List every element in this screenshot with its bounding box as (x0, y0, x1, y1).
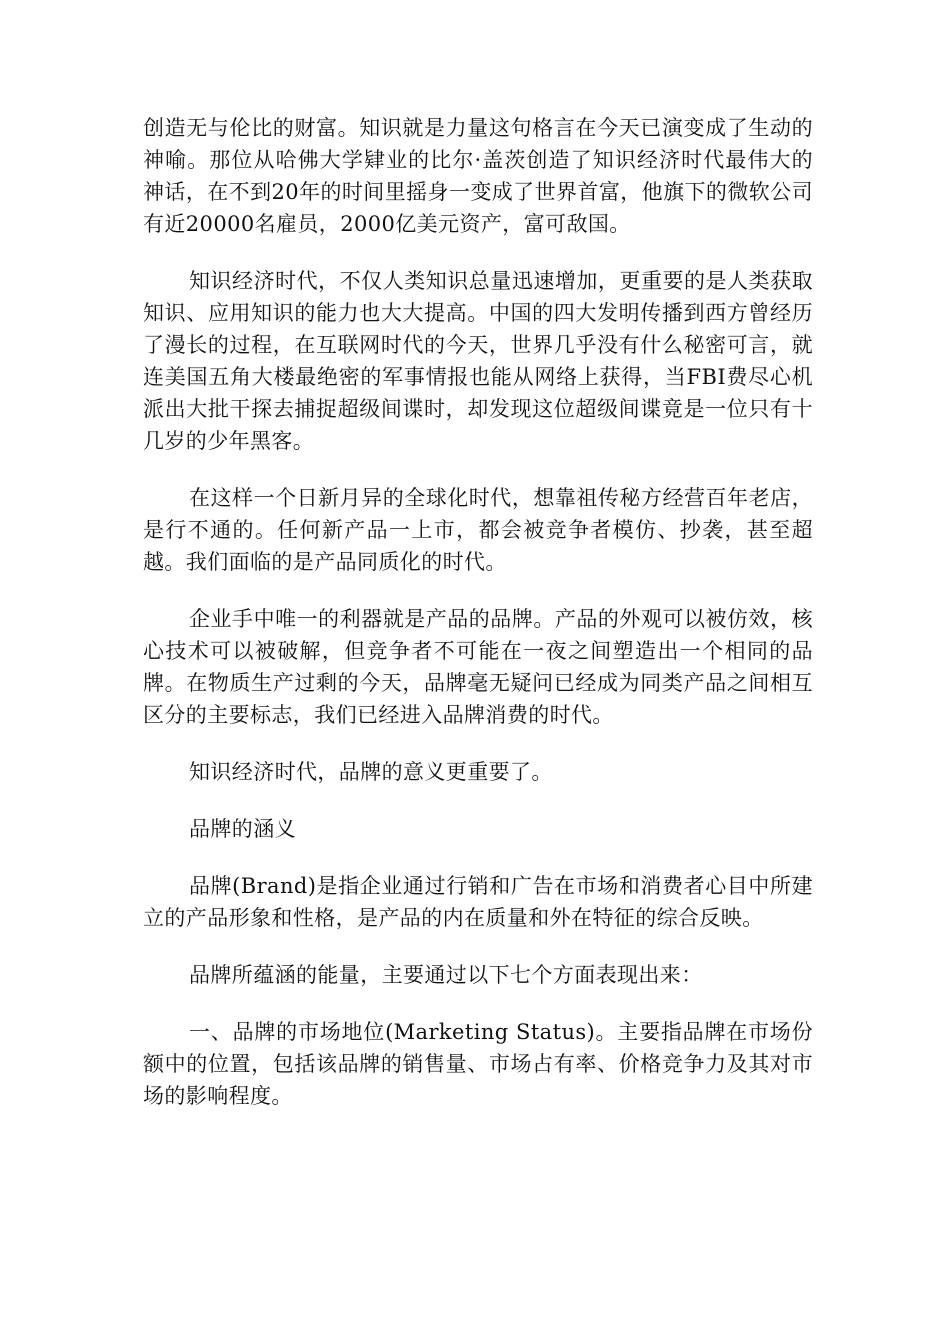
paragraph-marketing-status: 一、品牌的市场地位(Marketing Status)。主要指品牌在市场份额中的位置，包括该品牌的销售量、市场占有率、价格竞争力及其对市场的影响程度。 (143, 1020, 813, 1108)
document-body (143, 112, 813, 1137)
paragraph-knowledge-economy: 知识经济时代，不仅人类知识总量迅速增加，更重要的是人类获取知识、应用知识的能力也大大提高。中国的四大发明传播到西方曾经历了漫长的过程，在互联网时代的今天，世界几乎没有什么秘密可言，就连美国五角大楼最绝密的军事情报也能从网络上获得，当FBI费尽心机派出大批干探去捕捉超级间谍时，却发现这位超级间谍竟是一位只有十几岁的少年黑客。 (143, 269, 813, 453)
paragraph-brand-weapon: 企业手中唯一的利器就是产品的品牌。产品的外观可以被仿效，核心技术可以被破解，但竞争者不可能在一夜之间塑造出一个相同的品牌。在物质生产过剩的今天，品牌毫无疑问已经成为同类产品之间相互区分的主要标志，我们已经进入品牌消费的时代。 (143, 607, 813, 727)
paragraph-brand-importance: 知识经济时代，品牌的意义更重要了。 (189, 760, 553, 784)
paragraph-brand-definition: 品牌(Brand)是指企业通过行销和广告在市场和消费者心目中所建立的产品形象和性格，是产品的内在质量和外在特征的综合反映。 (143, 874, 813, 930)
paragraph-seven-aspects: 品牌所蕴涵的能量，主要通过以下七个方面表现出来： (189, 963, 703, 987)
paragraph-globalization: 在这样一个日新月异的全球化时代，想靠祖传秘方经营百年老店，是行不通的。任何新产品一上市，都会被竞争者模仿、抄袭，甚至超越。我们面临的是产品同质化的时代。 (143, 486, 813, 574)
section-heading-brand-meaning: 品牌的涵义 (189, 817, 296, 841)
paragraph-wealth-knowledge: 创造无与伦比的财富。知识就是力量这句格言在今天已演变成了生动的神喻。那位从哈佛大学肄业的比尔·盖茨创造了知识经济时代最伟大的神话，在不到20年的时间里摇身一变成了世界首富，他旗下的微软公司有近20000名雇员，2000亿美元资产，富可敌国。 (143, 116, 813, 236)
